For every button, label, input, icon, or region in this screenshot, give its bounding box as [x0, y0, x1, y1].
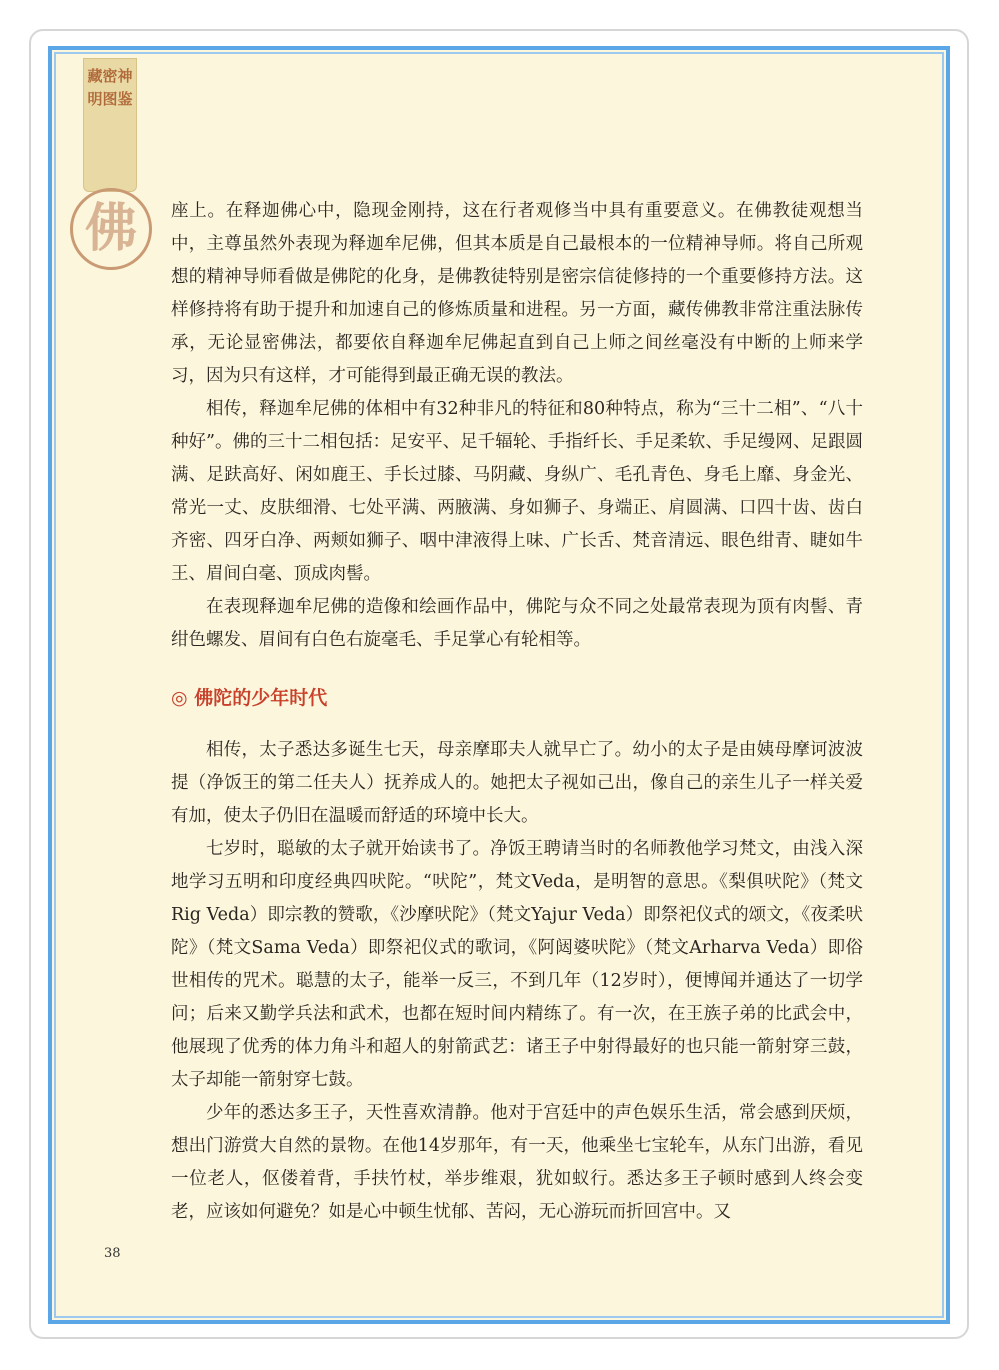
- paragraph: 相传，释迦牟尼佛的体相中有32种非凡的特征和80种特点，称为“三十二相”、“八十种好”。佛的三十二相包括：足安平、足千辐轮、手指纤长、手足柔软、手足缦网、足跟圆满、足趺高好、闲如鹿王、手长过膝、马阴藏、身纵广、毛孔青色、身毛上靡、身金光、常光一丈、皮肤细滑、七处平满、两腋满、身如狮子、身端正、肩圆满、口四十齿、齿白齐密、四牙白净、两颊如狮子、咽中津液得上味、广长舌、梵音清远、眼色绀青、睫如牛王、眉间白毫、顶成肉髻。: [171, 399, 863, 584]
- section-heading: ◎ 佛陀的少年时代: [171, 687, 328, 709]
- paragraph: 七岁时，聪敏的太子就开始读书了。净饭王聘请当时的名师教他学习梵文，由浅入深地学习五明和印度经典四吠陀。“吠陀”，梵文Veda，是明智的意思。《梨俱吠陀》（梵文Rig Veda）即宗教的赞歌，《沙摩吠陀》（梵文Yajur Veda）即祭祀仪式的颂文，《夜柔吠陀》（梵文Sama Veda）即祭祀仪式的歌词，《阿闼婆吠陀》（梵文Arharva Veda）即俗世相传的咒术。聪慧的太子，能举一反三，不到几年（12岁时），便博闻并通达了一切学问；后来又勤学兵法和武术，也都在短时间内精练了。有一次，在王族子弟的比武会中，他展现了优秀的体力角斗和超人的射箭武艺：诸王子中射得最好的也只能一箭射穿三鼓，太子却能一箭射穿七鼓。: [171, 839, 863, 1090]
- book-title-tab: [83, 58, 137, 192]
- body-text: [171, 195, 863, 1229]
- paragraph: 相传，太子悉达多诞生七天，母亲摩耶夫人就早亡了。幼小的太子是由姨母摩诃波波提（净饭王的第二任夫人）抚养成人的。她把太子视如己出，像自己的亲生儿子一样关爱有加，使太子仍旧在温暖而舒适的环境中长大。: [171, 740, 863, 826]
- page-number: 38: [104, 1246, 121, 1261]
- chapter-seal-char: 佛: [84, 198, 137, 259]
- chapter-seal: [70, 188, 152, 270]
- paragraph: 在表现释迦牟尼佛的造像和绘画作品中，佛陀与众不同之处最常表现为顶有肉髻、青绀色螺发、眉间有白色右旋毫毛、手足掌心有轮相等。: [171, 597, 863, 650]
- book-title: 藏密神明图鉴: [87, 67, 133, 108]
- paragraph: 少年的悉达多王子，天性喜欢清静。他对于宫廷中的声色娱乐生活，常会感到厌烦，想出门游赏大自然的景物。在他14岁那年，有一天，他乘坐七宝轮车，从东门出游，看见一位老人，伛偻着背，手扶竹杖，举步维艰，犹如蚁行。悉达多王子顿时感到人终会变老，应该如何避免？如是心中顿生忧郁、苦闷，无心游玩而折回宫中。又: [171, 1103, 863, 1222]
- paragraph: 座上。在释迦佛心中，隐现金刚持，这在行者观修当中具有重要意义。在佛教徒观想当中，主尊虽然外表现为释迦牟尼佛，但其本质是自己最根本的一位精神导师。将自己所观想的精神导师看做是佛陀的化身，是佛教徒特别是密宗信徒修持的一个重要修持方法。这样修持将有助于提升和加速自己的修炼质量和进程。另一方面，藏传佛教非常注重法脉传承，无论显密佛法，都要依自释迦牟尼佛起直到自己上师之间丝毫没有中断的上师来学习，因为只有这样，才可能得到最正确无误的教法。: [171, 201, 863, 386]
